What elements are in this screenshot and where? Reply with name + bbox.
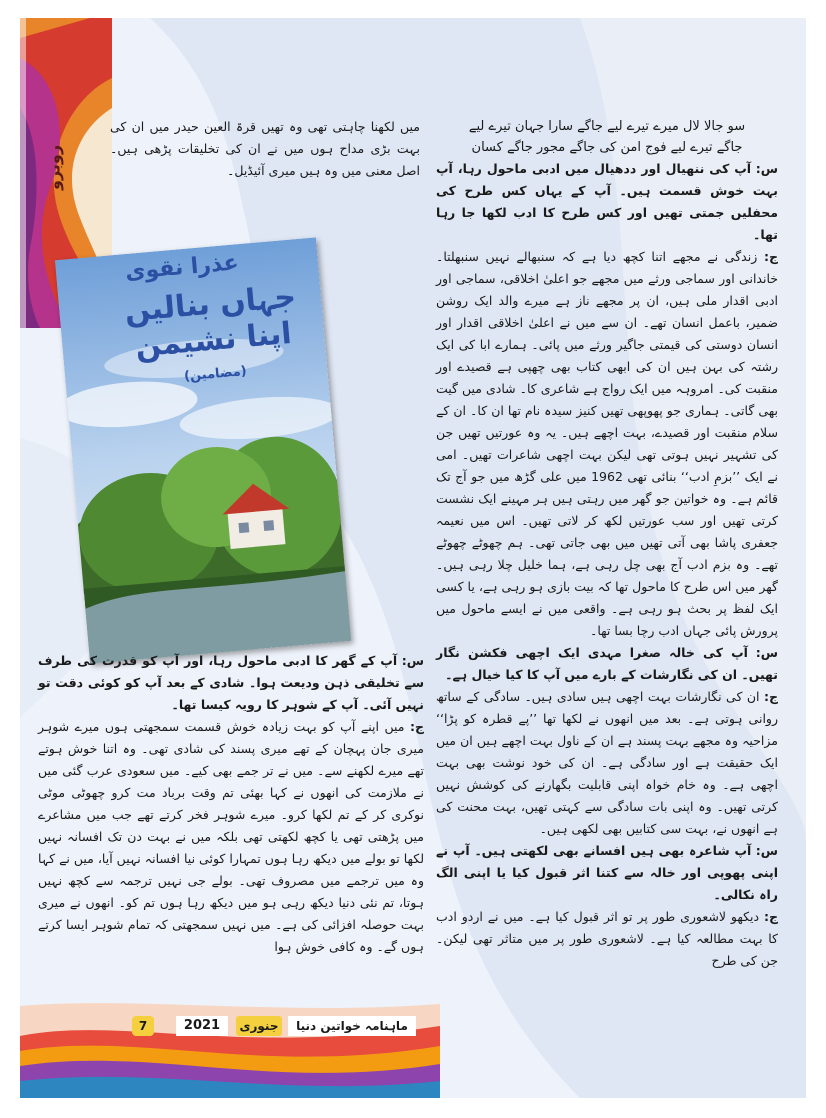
section-tag: روبرو [44, 144, 64, 191]
left-column-intro [110, 116, 420, 182]
book-cover [55, 237, 351, 663]
poem-line: جاگے تیرے لیے فوج امن کی جاگے مجور جاگے کسان [471, 140, 743, 155]
question-label: س: [755, 645, 778, 660]
page [20, 18, 806, 1098]
book-title: جہاں بنالیں اپنا نشیمن [123, 279, 298, 365]
intro-paragraph: میں لکھنا چاہتی تھی وہ تھیں قرۃ العین حیدر میں ان کی بہت بڑی مداح ہوں میں نے ان کی تخلیقات پڑھی ہیں۔ اصل معنی میں وہ ہیں میری آئیڈیل۔ [110, 119, 420, 178]
answer-text: دیکھو لاشعوری طور پر تو اثر قبول کیا ہے۔ میں نے اردو ادب کا بہت مطالعہ کیا ہے۔ لاشعوری طور پر میں متاثر تھی لیکن۔ جن کی طرح [436, 909, 778, 968]
footer-year: 2021 [176, 1016, 228, 1036]
answer-label: ج: [763, 249, 778, 264]
answer-text: ان کی نگارشات بہت اچھی ہیں سادی ہیں۔ سادگی کے ساتھ روانی ہوتی ہے۔ بعد میں انھوں نے لکھا تھا ’’پے قطرہ کو پڑا‘‘ مزاحیہ وہ مجھے بہت پسند ہے ان کے ناول بہت اچھے ہیں ان میں ایک حقیقت ہے اور سادگی ہے۔ ان کی خود نوشت بھی بہت اچھی ہے۔ وہ خام خواہ اپنی قابلیت بگھارنے کی کوشش نہیں کرتی تھیں۔ وہ اپنی بات سادگی سے کہتی تھیں، بہت محنت کی ہے انھوں نے، بہت سی کتابیں بھی لکھی ہیں۔ [436, 689, 778, 836]
page-footer [132, 1016, 472, 1038]
footer-month: جنوری [236, 1016, 282, 1036]
right-column [436, 116, 778, 972]
magazine-name: ماہنامہ خواتین دنیا [288, 1016, 416, 1036]
left-column [38, 650, 424, 958]
book-author: عذرا نقوی [124, 250, 240, 286]
answer-label: ج: [409, 719, 424, 734]
question-label: س: [401, 653, 424, 668]
answer-text: میں اپنے آپ کو بہت زیادہ خوش قسمت سمجھتی ہوں میرے شوہر میری جان پہچان کے تھے میری پسند کی شادی تھی۔ وہ اتنا خوش ہوتے تھے میرے لکھنے سے۔ میں نے تر جمے بھی کیے۔ میں سعودی عرب گئی میں نے ملازمت کی انھوں نے کہا بھئی تم وقت برباد مت کرو چھوٹی موٹی نوکری کر کے تم لکھا کرو۔ میرے شوہر فخر کرتے تھے جب میں مشاعرے میں پڑھتی تھی یا کچھ لکھتی تھی بلکہ میں نے بہت دن تک افسانہ نہیں لکھا تو بولے میں دیکھ رہا ہوں تمہارا کوئی نیا افسانہ نہیں آیا، میں نے کہا وہ میں ترجمے میں مصروف تھی۔ بولے جی نہیں ترجمہ سے کچھ نہیں ہوتا، تم نئی دنیا دیکھ رہی ہو میں دیکھ رہا ہوں تم کو۔ انھوں نے میری بہت حوصلہ افزائی کی ہے۔ میں نہیں سمجھتی کہ تمام شوہر ایسا کرتے ہوں گے۔ وہ کافی خوش ہوا [38, 719, 424, 954]
answer-label: ج: [763, 689, 778, 704]
question-label: س: [755, 843, 778, 858]
question-label: س: [755, 161, 778, 176]
question-text: آپ کی ننھیال اور ددھیال میں ادبی ماحول رہا، آپ بہت خوش قسمت ہیں۔ آپ کے یہاں کس طرح کی محفلیں جمتی تھیں اور کس طرح کا ادب لکھا جا رہا تھا۔ [436, 161, 778, 242]
answer-text: زندگی نے مجھے اتنا کچھ دیا ہے کہ سنبھالے نہیں سنبھلتا۔ خاندانی اور سماجی ورثے میں مجھے جو اعلیٰ اخلاقی، سماجی اور ادبی اقدار ملی ہیں، ان پر مجھے ناز ہے میرے والد ایک روشن ضمیر، باعمل انسان تھے۔ ان سے میں نے اعلیٰ اخلاقی اقدار اور انسان دوستی کی قیمتی جاگیر ورثے میں پائی۔ ہمارے ابا کی ایک رشتہ کی بہن ہیں ان کی ابھی کتاب بھی چھپی ہے قصیدے اور منقبت کی۔ امروہہ میں ایک رواج ہے شاعری کا۔ شادی میں گیت بھی گاتی۔ ہماری جو پھوپھی تھیں کنیز سیدہ نام تھا ان کا۔ ان کے سلام منقبت اور قصیدے، بہت اچھے ہیں۔ یہ وہ عورتیں تھیں جن کی تشہیر نہیں ہوتی تھی لیکن بہت اچھی شاعرات تھیں۔ امی نے ایک ’’بزمِ ادب‘‘ بنائی تھی 1962 میں علی گڑھ میں جو آج تک قائم ہے۔ وہ خواتین جو گھر میں رہتی ہیں ہر مہینے ایک نشست کرتی تھیں اور سب عورتیں لکھ کر لاتی تھیں۔ اس میں نعیمہ جعفری پاشا بھی آتی تھیں میں بھی جاتی تھی۔ ہم چھوٹے چھوٹے تھے۔ وہ بزم ادب آج بھی چل رہی ہے، ہما خلیل چلا رہی ہیں۔ گھر میں اس طرح کا ماحول تھا کہ بیت بازی ہو رہی ہے، یا کسی ایک لفظ پر بحث ہو رہی ہے۔ واقعی میں نے ایسے ماحول میں پرورش پائی جہاں ادب رچا بسا تھا۔ [436, 249, 779, 638]
answer-label: ج: [764, 909, 779, 924]
page-number: 7 [132, 1016, 154, 1036]
book-subtitle: (مضامین) [183, 363, 248, 385]
question-text: آپ کے گھر کا ادبی ماحول رہا، اور آپ کو قدرت کی طرف سے تخلیقی ذہن ودیعت ہوا۔ شادی کے بعد آپ کو کوئی دقت تو نہیں آئی۔ آپ کے شوہر کا رویہ کیسا تھا۔ [38, 653, 424, 712]
footer-decoration [20, 996, 806, 1098]
question-text: آپ شاعرہ بھی ہیں افسانے بھی لکھتی ہیں۔ آپ نے اپنی پھوپی اور خالہ سے کتنا اثر قبول کیا یا اپنی الگ راہ نکالی۔ [436, 843, 778, 902]
footer-waves [20, 996, 806, 1098]
question-text: آپ کی خالہ صغرا مہدی ایک اچھی فکشن نگار تھیں۔ ان کی نگارشات کے بارے میں آپ کا کیا خیال ہے۔ [436, 645, 778, 682]
poem-line: سو جالا لال میرے تیرے لیے جاگے سارا جہان تیرے لیے [468, 119, 746, 134]
